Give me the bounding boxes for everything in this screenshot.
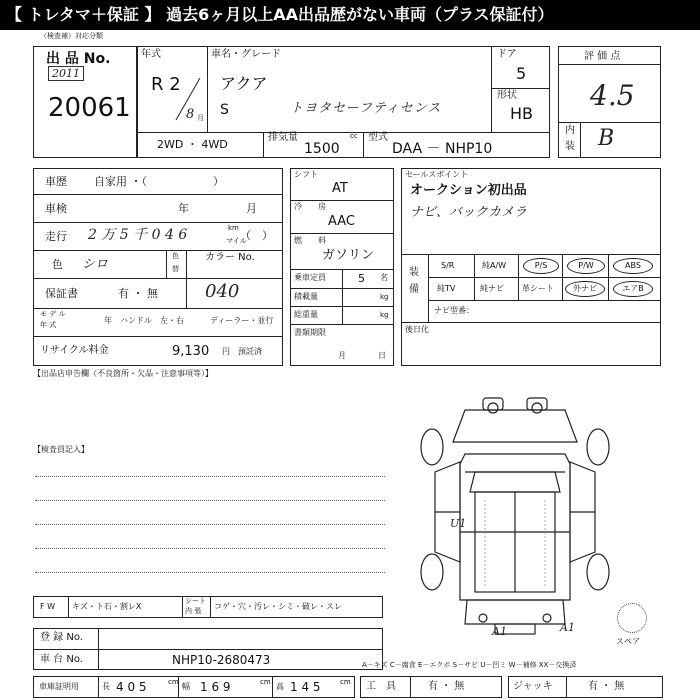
color-repaint-label-1: 色 bbox=[172, 252, 179, 260]
ac-label-2: 房 bbox=[318, 202, 326, 211]
warranty-value: 有 ・ 無 bbox=[118, 287, 158, 300]
docs-label: 書類期限 bbox=[294, 328, 326, 337]
mileage-unit-km: km bbox=[228, 224, 239, 232]
color-code-label: カラー No. bbox=[205, 252, 255, 263]
equipment-label-1: 装 bbox=[409, 267, 419, 278]
drive-type: 2WD ・ 4WD bbox=[157, 138, 228, 151]
mileage-unit-mile: マイル bbox=[226, 237, 247, 245]
damage-legend: A－キズ C－腐食 E－エクボ S－サビ U－凹ミ W－補修 XX－交換済 bbox=[362, 661, 577, 669]
subheader: （検査補）対応分類 bbox=[40, 32, 103, 40]
doors-value: 5 bbox=[516, 64, 527, 83]
color-code-value: 040 bbox=[205, 281, 240, 302]
model-year-dealer: ディーラー・並行 bbox=[210, 316, 274, 325]
after-fit-label: 後日化 bbox=[405, 325, 429, 334]
model-year-handle: ハンドル 左・右 bbox=[120, 316, 184, 325]
docs-month: 月 bbox=[338, 351, 346, 360]
equip-alloy: 純A/W bbox=[482, 261, 507, 270]
model-grade-note: トヨタセーフティセンス bbox=[290, 101, 442, 116]
equip-abs: ABS bbox=[613, 258, 653, 274]
damage-mark-a1-left: A1 bbox=[492, 625, 507, 638]
dims-label: 車庫証明用 bbox=[39, 682, 79, 691]
interior-label-2: 装 bbox=[565, 141, 575, 152]
shape-value: HB bbox=[510, 104, 534, 123]
dims-wid-unit: cm bbox=[260, 678, 271, 686]
dims-len: 4 0 5 bbox=[116, 680, 147, 694]
dims-wid-label: 幅 bbox=[182, 682, 190, 691]
banner-title: 【 トレタマ＋保証 】 過去6ヶ月以上AA出品歴がない車両（プラス保証付） bbox=[0, 0, 700, 30]
dims-len-unit: cm bbox=[168, 678, 179, 686]
selling-point-2: ナビ、バックカメラ bbox=[410, 205, 527, 220]
equip-navi-model: ナビ型番： bbox=[434, 306, 474, 315]
model-year-label-2: 年 式 bbox=[40, 321, 57, 329]
load-unit: kg bbox=[380, 293, 389, 301]
score-label: 評 価 点 bbox=[584, 51, 621, 62]
warranty-label: 保証書 bbox=[45, 287, 78, 300]
chassis-value: NHP10-2680473 bbox=[172, 653, 271, 667]
recycle-label: リサイクル料金 bbox=[40, 345, 109, 356]
equip-leather: 革シート bbox=[522, 284, 554, 293]
weight-unit: kg bbox=[380, 311, 389, 319]
fuel-label-1: 燃 bbox=[294, 236, 302, 245]
interior-value: B bbox=[598, 126, 615, 151]
fuel-value: ガソリン bbox=[322, 248, 375, 263]
equip-tv: 純TV bbox=[437, 284, 456, 293]
inspection-year: 年 bbox=[178, 202, 189, 215]
displacement-label: 排気量 bbox=[268, 132, 298, 143]
damage-mark-u1: U1 bbox=[450, 517, 467, 530]
model-year-label-1: モ デ ル bbox=[40, 310, 66, 318]
docs-day: 日 bbox=[378, 351, 386, 360]
spare-tire-icon bbox=[617, 603, 647, 633]
load-label: 積載量 bbox=[294, 292, 318, 301]
dims-hgt: 1 4 5 bbox=[290, 680, 321, 694]
jack-label: ジャッキ bbox=[513, 681, 553, 692]
exhibitor-notes-label: 【出品店申告欄（不良箇所・欠品・注意事項等）】 bbox=[33, 369, 213, 378]
ac-value: AAC bbox=[328, 214, 355, 229]
tools-label: 工 具 bbox=[366, 681, 396, 692]
dims-hgt-unit: cm bbox=[340, 678, 351, 686]
shift-value: AT bbox=[332, 181, 348, 196]
year-month: 8 bbox=[186, 107, 195, 122]
car-damage-diagram bbox=[405, 392, 625, 650]
type-value: DAA － NHP10 bbox=[392, 141, 493, 157]
mileage-value: 2 万 5 千 0 4 6 bbox=[88, 227, 188, 243]
equip-pw: P/W bbox=[567, 258, 605, 274]
selling-point-1: オークション初出品 bbox=[410, 183, 527, 198]
history-value: 自家用 ・（ ） bbox=[94, 175, 224, 188]
year-month-unit: 月 bbox=[197, 114, 204, 122]
mileage-label: 走行 bbox=[45, 230, 67, 243]
equip-airbag: エアB bbox=[613, 281, 653, 297]
model-label: 車名・グレード bbox=[211, 49, 281, 60]
registration-label: 登 録 No. bbox=[40, 632, 83, 643]
year-era: R 2 bbox=[151, 74, 181, 95]
recycle-value: 9,130 bbox=[172, 344, 210, 359]
weight-label: 総重量 bbox=[294, 310, 318, 319]
recycle-note: 預託済 bbox=[238, 347, 262, 356]
spare-label: スペア bbox=[616, 637, 640, 646]
capacity-label: 乗車定員 bbox=[294, 273, 326, 282]
equip-ext-navi: 外ナビ bbox=[565, 281, 605, 297]
model-year-year: 年 bbox=[104, 316, 112, 325]
color-repaint-label-2: 替 bbox=[172, 265, 179, 273]
shift-label: シフト bbox=[294, 170, 318, 179]
capacity-value: 5 bbox=[358, 272, 365, 285]
equip-ps: P/S bbox=[523, 258, 559, 274]
lot-label: 出 品 No. bbox=[46, 51, 111, 67]
displacement-value: 1500 bbox=[304, 141, 340, 157]
interior-label-1: 内 bbox=[565, 125, 575, 136]
equipment-label-2: 備 bbox=[409, 284, 419, 295]
doors-label: ドア bbox=[497, 49, 517, 60]
fw-label: F W bbox=[40, 602, 56, 611]
mileage-paren: （ ） bbox=[240, 229, 273, 242]
jack-value: 有 ・ 無 bbox=[588, 681, 625, 692]
equip-navi: 純ナビ bbox=[480, 284, 504, 293]
ac-label-1: 冷 bbox=[294, 202, 302, 211]
type-label: 型式 bbox=[368, 132, 388, 143]
model-name: アクア bbox=[220, 74, 268, 93]
selling-points-label: セールスポイント bbox=[405, 170, 469, 179]
lot-year: 2011 bbox=[48, 66, 84, 81]
year-label: 年式 bbox=[141, 49, 161, 60]
lot-number: 20061 bbox=[48, 93, 131, 123]
fw-text: キズ・ト石・割レX bbox=[72, 602, 142, 611]
color-label: 色 bbox=[52, 258, 63, 271]
chassis-label: 車 台 No. bbox=[40, 654, 83, 665]
displacement-unit: cc bbox=[350, 132, 358, 140]
model-grade: S bbox=[220, 102, 229, 118]
equip-sr: S/R bbox=[441, 261, 455, 270]
history-label: 車歴 bbox=[45, 175, 67, 188]
score-value: 4.5 bbox=[590, 79, 635, 112]
tools-value: 有 ・ 無 bbox=[428, 681, 465, 692]
capacity-unit: 名 bbox=[380, 273, 388, 282]
dims-wid: 1 6 9 bbox=[200, 680, 231, 694]
damage-mark-a1-right: A1 bbox=[560, 621, 575, 634]
shape-label: 形状 bbox=[497, 90, 517, 101]
fw-seat-label-1: シート bbox=[185, 597, 206, 605]
inspector-notes-label: 【検査員記入】 bbox=[33, 445, 89, 454]
dims-len-label: 長 bbox=[102, 682, 110, 691]
inspection-month: 月 bbox=[246, 202, 257, 215]
fw-seat-text: コゲ・穴・汚レ・シミ・破レ・スレ bbox=[214, 602, 342, 611]
fuel-label-2: 料 bbox=[318, 236, 326, 245]
inspection-label: 車検 bbox=[45, 202, 67, 215]
fw-seat-label-2: 内 張 bbox=[185, 607, 202, 615]
recycle-unit: 円 bbox=[222, 347, 230, 356]
color-value: シロ bbox=[82, 257, 109, 272]
dims-hgt-label: 高 bbox=[276, 682, 284, 691]
